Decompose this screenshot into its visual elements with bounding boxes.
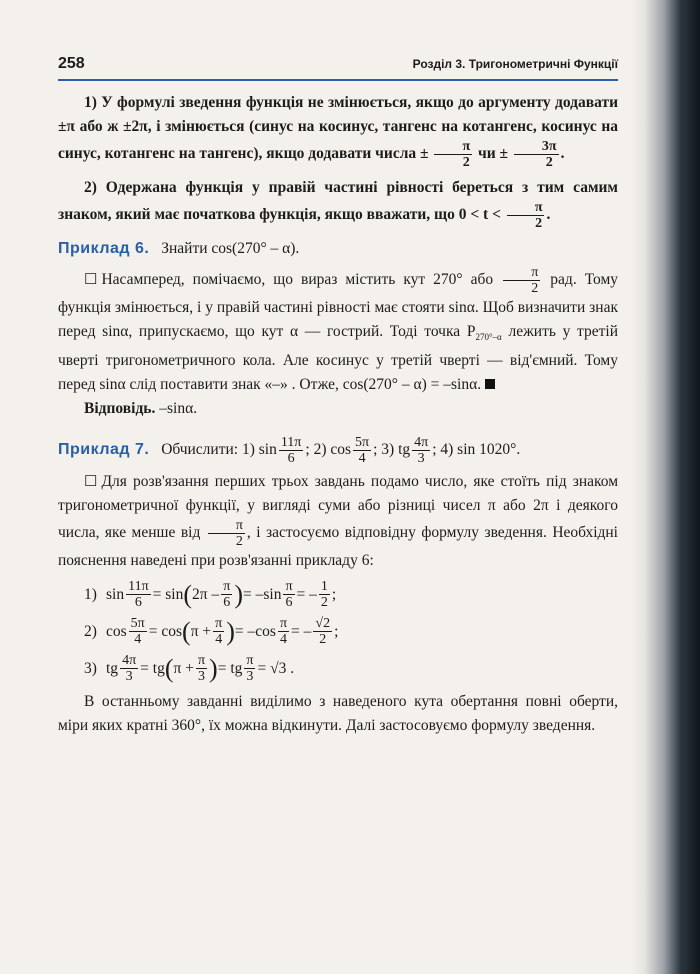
- page-number: 258: [58, 55, 85, 72]
- book-spine-shadow: [630, 0, 700, 974]
- fraction: $\frac{\pi}{2}$: [434, 139, 472, 170]
- equation-2: 2) cos $\frac{5\pi}{4}$ = cos ( π + $\frac{\pi}{4}$ ) = –cos $\frac{\pi}{4}$ = – $\frac{√2}{2}$ ;: [84, 616, 339, 648]
- textbook-page: [58, 52, 618, 738]
- fraction: $\frac{3\pi}{2}$: [514, 139, 559, 170]
- example-7-solution: ☐ Для розв'язання перших трьох завдань подамо число, яке стоїть під знаком тригонометричної функції, у вигляді суми або різниці чисел π або 2π і деякого числа, яке менше від $\frac{\pi}{2}$ , і застосуємо відповідну формулу зведення. Необхідні пояснення наведені при розв'язанні прикладу 6:: [58, 473, 618, 570]
- rule-1: 1) У формулі зведення функція не змінюється, якщо до аргументу додавати ±π або ж ±2π, і змінюється (синус на косинус, тангенс на котангенс, косинус на синус, котангенс на тангенс), якщо додавати числа ± $\frac{\pi}{2}$ чи ± $\frac{3\pi}{2}$ .: [58, 94, 618, 170]
- example-6-solution: ☐ Насамперед, помічаємо, що вираз містить кут 270° або $\frac{\pi}{2}$ рад. Тому функція змінюється, і у правій частині рівності має стояти sinα. Щоб визначити знак перед sinα, припускаємо, що кут α — гострий. Тоді точка $P_{270^\circ-\alpha}$ лежить у третій чверті тригонометричного кола. Але косинус у третій чверті — від'ємний. Тому перед sinα слід поставити знак «–» . Отже, cos(270° – α) = –sinα.: [58, 265, 619, 394]
- solution-end-icon: [485, 379, 495, 389]
- example-6-title: Приклад 6.: [58, 240, 150, 257]
- fraction: $\frac{\pi}{2}$: [507, 200, 545, 231]
- rule-2: 2) Одержана функція у правій частині рівності береться з тим самим знаком, який має початкова функція, якщо вважати, що 0 < t < $\frac{\pi}{2}$ .: [58, 179, 618, 231]
- example-6-answer: [58, 397, 618, 421]
- solution-start-icon: ☐: [84, 474, 98, 491]
- answer-label: Відповідь.: [84, 400, 156, 418]
- equation-1: 1) sin $\frac{11\pi}{6}$ = sin ( 2π – $\frac{\pi}{6}$ ) = –sin $\frac{\pi}{6}$ = – $\frac{1}{2}$ ;: [84, 579, 337, 611]
- page-header: [58, 52, 618, 81]
- closing-paragraph: В останньому завданні виділимо з наведеного кута обертання повні оберти, міри яких кратні 360°, їх можна відкинути. Далі застосовуємо формулу зведення.: [58, 693, 618, 735]
- answer-value: –sinα.: [159, 400, 198, 418]
- example-6-task: Знайти cos(270° – α).: [161, 240, 300, 257]
- example-7-title: Приклад 7.: [58, 441, 150, 459]
- fraction: $\frac{\pi}{2}$: [208, 518, 245, 549]
- chapter-title: Розділ 3. Тригонометричні Функції: [412, 57, 618, 71]
- example-7-heading: Приклад 7. Обчислити: 1) sin $\frac{11\pi}{6}$ ; 2) cos $\frac{5\pi}{4}$ ; 3) tg $\frac{4\pi}{3}$ ; 4) sin 1020°.: [58, 435, 521, 467]
- example-6-heading: [58, 237, 618, 261]
- fraction: $\frac{\pi}{2}$: [503, 265, 540, 296]
- solution-start-icon: ☐: [84, 272, 98, 289]
- equation-3: 3) tg $\frac{4\pi}{3}$ = tg ( π + $\frac{\pi}{3}$ ) = tg $\frac{\pi}{3}$ = √3 .: [84, 653, 295, 685]
